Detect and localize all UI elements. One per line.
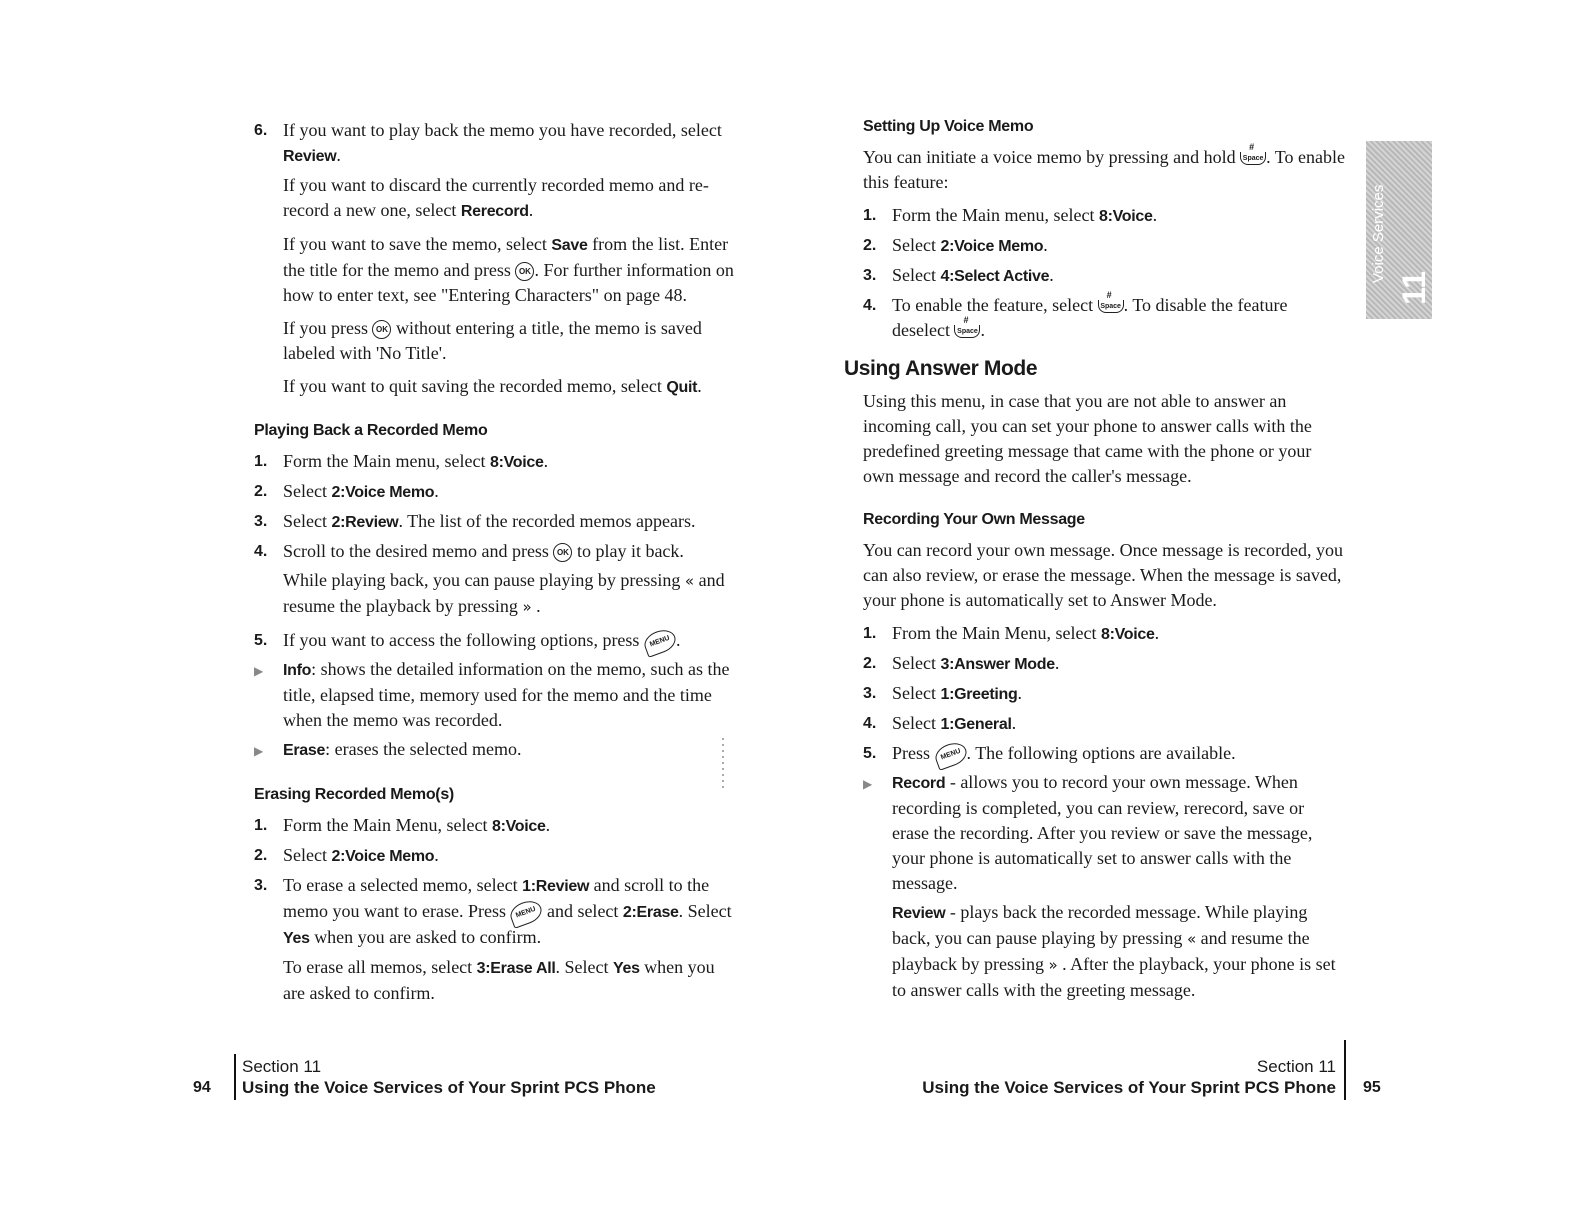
recording-intro: You can record your own message. Once message is recorded, you can also review, or erase the message. When the message is saved, your phone is automatically set to Answer Mode. [863,540,1344,610]
playback-step-4: 4. Scroll to the desired memo and press OK to play it back. [254,541,684,561]
setup-step-1: 1. Form the Main menu, select 8:Voice. [863,205,1158,225]
bullet-arrow-icon: ▶ [254,744,264,758]
ok-key-icon: OK [372,320,391,339]
menu-key-icon: MENU [641,626,679,658]
ok-key-icon: OK [515,262,534,281]
setup-step-4: 4. To enable the feature, select # Space . To disable the feature deselect # Space . [863,293,1345,343]
step-6: 6. If you want to play back the memo you have recorded, select Review. [254,118,736,169]
footer-divider-right [1344,1040,1346,1100]
left-arrow-icon: « [684,572,695,590]
section-tab [1366,141,1432,319]
space-key-icon: # Space [954,325,980,338]
right-column [844,118,1345,1011]
bullet-arrow-icon: ▶ [863,777,873,791]
save-paragraph: If you want to save the memo, select Save from the list. Enter the title for the memo and press OK . For further information on how to enter text, see "Entering Characters" on page 48. [283,234,734,305]
erasing-step-1: 1. Form the Main Menu, select 8:Voice. [254,815,551,835]
playback-heading: Playing Back a Recorded Memo [254,422,488,439]
menu-key-icon: MENU [932,739,970,771]
review-paragraph: Review - plays back the recorded message. While playing back, you can pause playing by pressing « and resume the playback by pressing » . After the playback, your phone is set to answer calls with the greeting message. [892,902,1336,1000]
answer-step-5: 5. Press MENU . The following options are available. [863,741,1345,766]
answer-step-3: 3. Select 1:Greeting. [863,683,1023,703]
margin-dots [722,738,724,788]
setup-step-3: 3. Select 4:Select Active. [863,265,1054,285]
setup-heading: Setting Up Voice Memo [863,118,1034,135]
answer-intro: Using this menu, in case that you are not able to answer an incoming call, you can set your phone to answer calls with the predefined greeting message that came with the phone or your own message and record the caller's message. [863,391,1312,486]
space-key-icon: # Space [1240,152,1266,165]
erase-bullet: ▶ Erase: erases the selected memo. [254,737,736,764]
erase-all-paragraph: To erase all memos, select 3:Erase All. Select Yes when you are asked to confirm. [283,957,715,1003]
setup-step-2: 2. Select 2:Voice Memo. [863,235,1048,255]
menu-key-icon: MENU [508,897,546,929]
footer-title-left: Using the Voice Services of Your Sprint PCS Phone [242,1078,656,1097]
right-arrow-icon: » [522,598,532,616]
setup-intro: You can initiate a voice memo by pressing and hold # Space . To enable this feature: [863,145,1345,195]
no-title-paragraph: If you press OK without entering a title, the memo is saved labeled with 'No Title'. [283,318,702,363]
playback-step-1: 1. Form the Main menu, select 8:Voice. [254,451,549,471]
info-bullet: ▶ Info: shows the detailed information on the memo, such as the title, elapsed time, memory used for the memo and the time when the memo was recorded. [254,657,736,733]
playback-step-5: 5. If you want to access the following options, press MENU . [254,628,736,653]
discard-paragraph: If you want to discard the currently recorded memo and re-record a new one, select Rerecord. [283,175,709,220]
page-number-left: 94 [193,1079,211,1096]
answer-step-4: 4. Select 1:General. [863,713,1017,733]
playback-step-2: 2. Select 2:Voice Memo. [254,481,439,501]
pause-paragraph: While playing back, you can pause playing by pressing « and resume the playback by pressing » . [283,570,725,616]
left-column [254,118,736,1014]
footer-section-left: Section 11 [242,1057,322,1076]
section-tab-number: 11 [1396,271,1432,305]
quit-paragraph: If you want to quit saving the recorded memo, select Quit. [283,376,702,396]
footer-title-right: Using the Voice Services of Your Sprint PCS Phone [922,1078,1336,1097]
footer-divider-left [234,1054,236,1100]
section-tab-label: Voice Services [1370,184,1387,283]
page-number-right: 95 [1363,1079,1381,1096]
left-arrow-icon: « [1186,930,1197,948]
footer-section-right: Section 11 [1256,1057,1336,1076]
playback-step-3: 3. Select 2:Review. The list of the recorded memos appears. [254,511,696,531]
erasing-step-3: 3. To erase a selected memo, select 1:Review and scroll to the memo you want to erase. Press MENU and select 2:Erase. Select Yes when you are asked to confirm. [254,875,732,947]
step-number: 6. [254,122,268,139]
answer-mode-heading: Using Answer Mode [844,357,1038,380]
right-arrow-icon: » [1048,956,1058,974]
erasing-heading: Erasing Recorded Memo(s) [254,786,454,803]
erasing-step-2: 2. Select 2:Voice Memo. [254,845,439,865]
answer-step-2: 2. Select 3:Answer Mode. [863,653,1060,673]
answer-step-1: 1. From the Main Menu, select 8:Voice. [863,623,1160,643]
record-bullet: ▶ Record - allows you to record your own message. When recording is completed, you can review, rerecord, save or erase the recording. After you review or save the message, your phone is automatically set to answer calls with the message. [863,770,1345,896]
recording-heading: Recording Your Own Message [863,511,1085,528]
space-key-icon: # Space [1098,300,1124,313]
ok-key-icon: OK [553,543,572,562]
bullet-arrow-icon: ▶ [254,664,264,678]
